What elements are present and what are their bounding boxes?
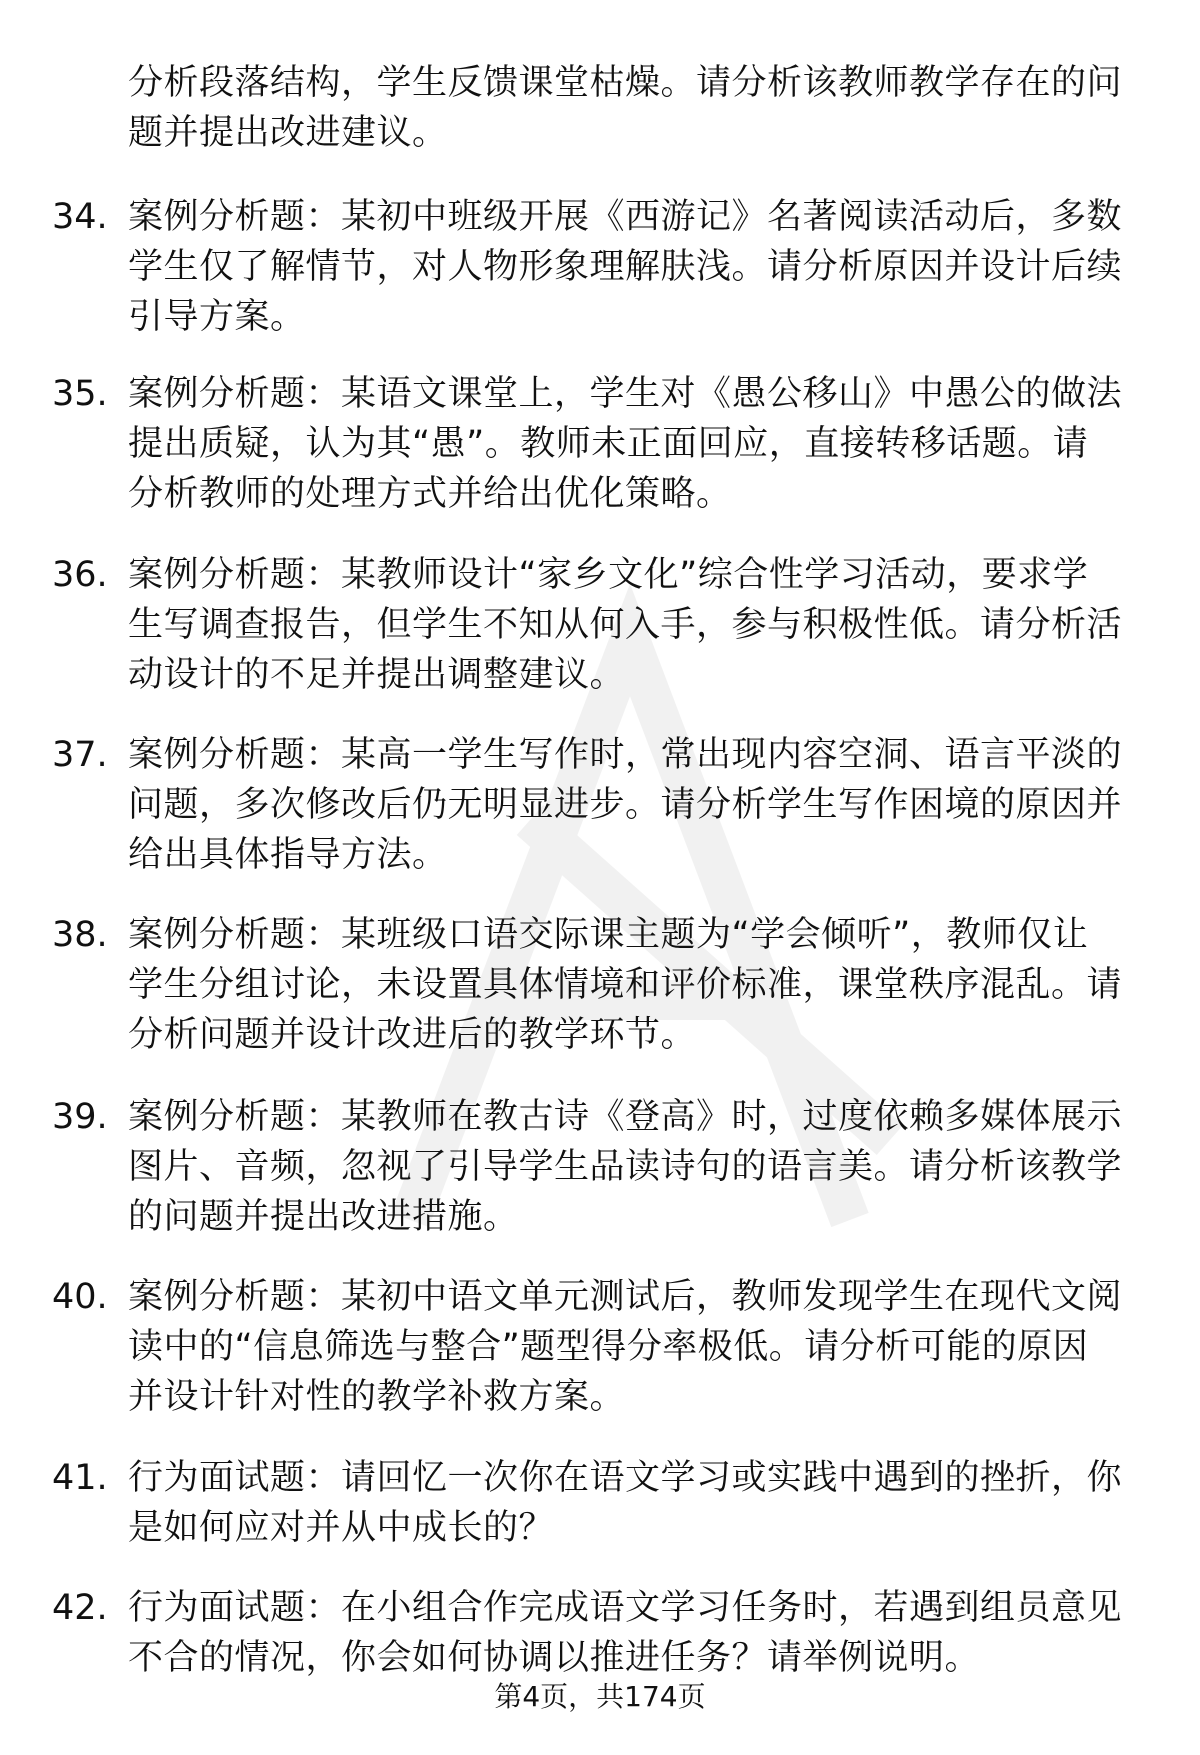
question-text-line: 图片、音频，忽视了引导学生品读诗句的语言美。请分析该教学: [128, 1147, 1123, 1187]
page-number: 第4页，共174页: [494, 1680, 706, 1713]
question-text-line: 不合的情况，你会如何协调以推进任务？请举例说明。: [128, 1638, 981, 1678]
question-text-line: 问题，多次修改后仍无明显进步。请分析学生写作困境的原因并: [128, 785, 1123, 825]
question-number: 41.: [52, 1458, 108, 1498]
question-text-line: 题并提出改进建议。: [128, 113, 448, 153]
question-number: 38.: [52, 915, 108, 955]
question-text-line: 提出质疑，认为其“愚”。教师未正面回应，直接转移话题。请: [128, 424, 1089, 464]
question-text-line: 分析问题并设计改进后的教学环节。: [128, 1015, 697, 1055]
question-number: 37.: [52, 735, 108, 775]
question-text-line: 学生分组讨论，未设置具体情境和评价标准，课堂秩序混乱。请: [128, 965, 1123, 1005]
question-text-line: 分析段落结构，学生反馈课堂枯燥。请分析该教师教学存在的问: [128, 63, 1123, 103]
question-text-line: 案例分析题：某初中语文单元测试后，教师发现学生在现代文阅: [128, 1277, 1123, 1317]
question-text-line: 分析教师的处理方式并给出优化策略。: [128, 474, 732, 514]
question-text-line: 的问题并提出改进措施。: [128, 1197, 519, 1237]
question-number: 42.: [52, 1588, 108, 1628]
question-text-line: 动设计的不足并提出调整建议。: [128, 655, 626, 695]
question-text-line: 读中的“信息筛选与整合”题型得分率极低。请分析可能的原因: [128, 1327, 1089, 1367]
question-text-line: 案例分析题：某班级口语交际课主题为“学会倾听”，教师仅让: [128, 915, 1089, 955]
question-text-line: 案例分析题：某教师设计“家乡文化”综合性学习活动，要求学: [128, 555, 1089, 595]
question-text-line: 行为面试题：在小组合作完成语文学习任务时，若遇到组员意见: [128, 1588, 1123, 1628]
question-text-line: 行为面试题：请回忆一次你在语文学习或实践中遇到的挫折，你: [128, 1458, 1123, 1498]
question-text-line: 引导方案。: [128, 297, 306, 337]
question-number: 35.: [52, 374, 108, 414]
question-text-line: 是如何应对并从中成长的？: [128, 1508, 555, 1548]
question-text-line: 并设计针对性的教学补救方案。: [128, 1377, 626, 1417]
question-number: 34.: [52, 197, 108, 237]
question-text-line: 案例分析题：某教师在教古诗《登高》时，过度依赖多媒体展示: [128, 1097, 1123, 1137]
question-text-line: 案例分析题：某初中班级开展《西游记》名著阅读活动后，多数: [128, 197, 1123, 237]
question-text-line: 学生仅了解情节，对人物形象理解肤浅。请分析原因并设计后续: [128, 247, 1123, 287]
question-number: 39.: [52, 1097, 108, 1137]
question-text-line: 案例分析题：某语文课堂上，学生对《愚公移山》中愚公的做法: [128, 374, 1123, 414]
question-text-line: 生写调查报告，但学生不知从何入手，参与积极性低。请分析活: [128, 605, 1123, 645]
question-text-line: 给出具体指导方法。: [128, 835, 448, 875]
question-number: 36.: [52, 555, 108, 595]
question-text-line: 案例分析题：某高一学生写作时，常出现内容空洞、语言平淡的: [128, 735, 1123, 775]
question-number: 40.: [52, 1277, 108, 1317]
